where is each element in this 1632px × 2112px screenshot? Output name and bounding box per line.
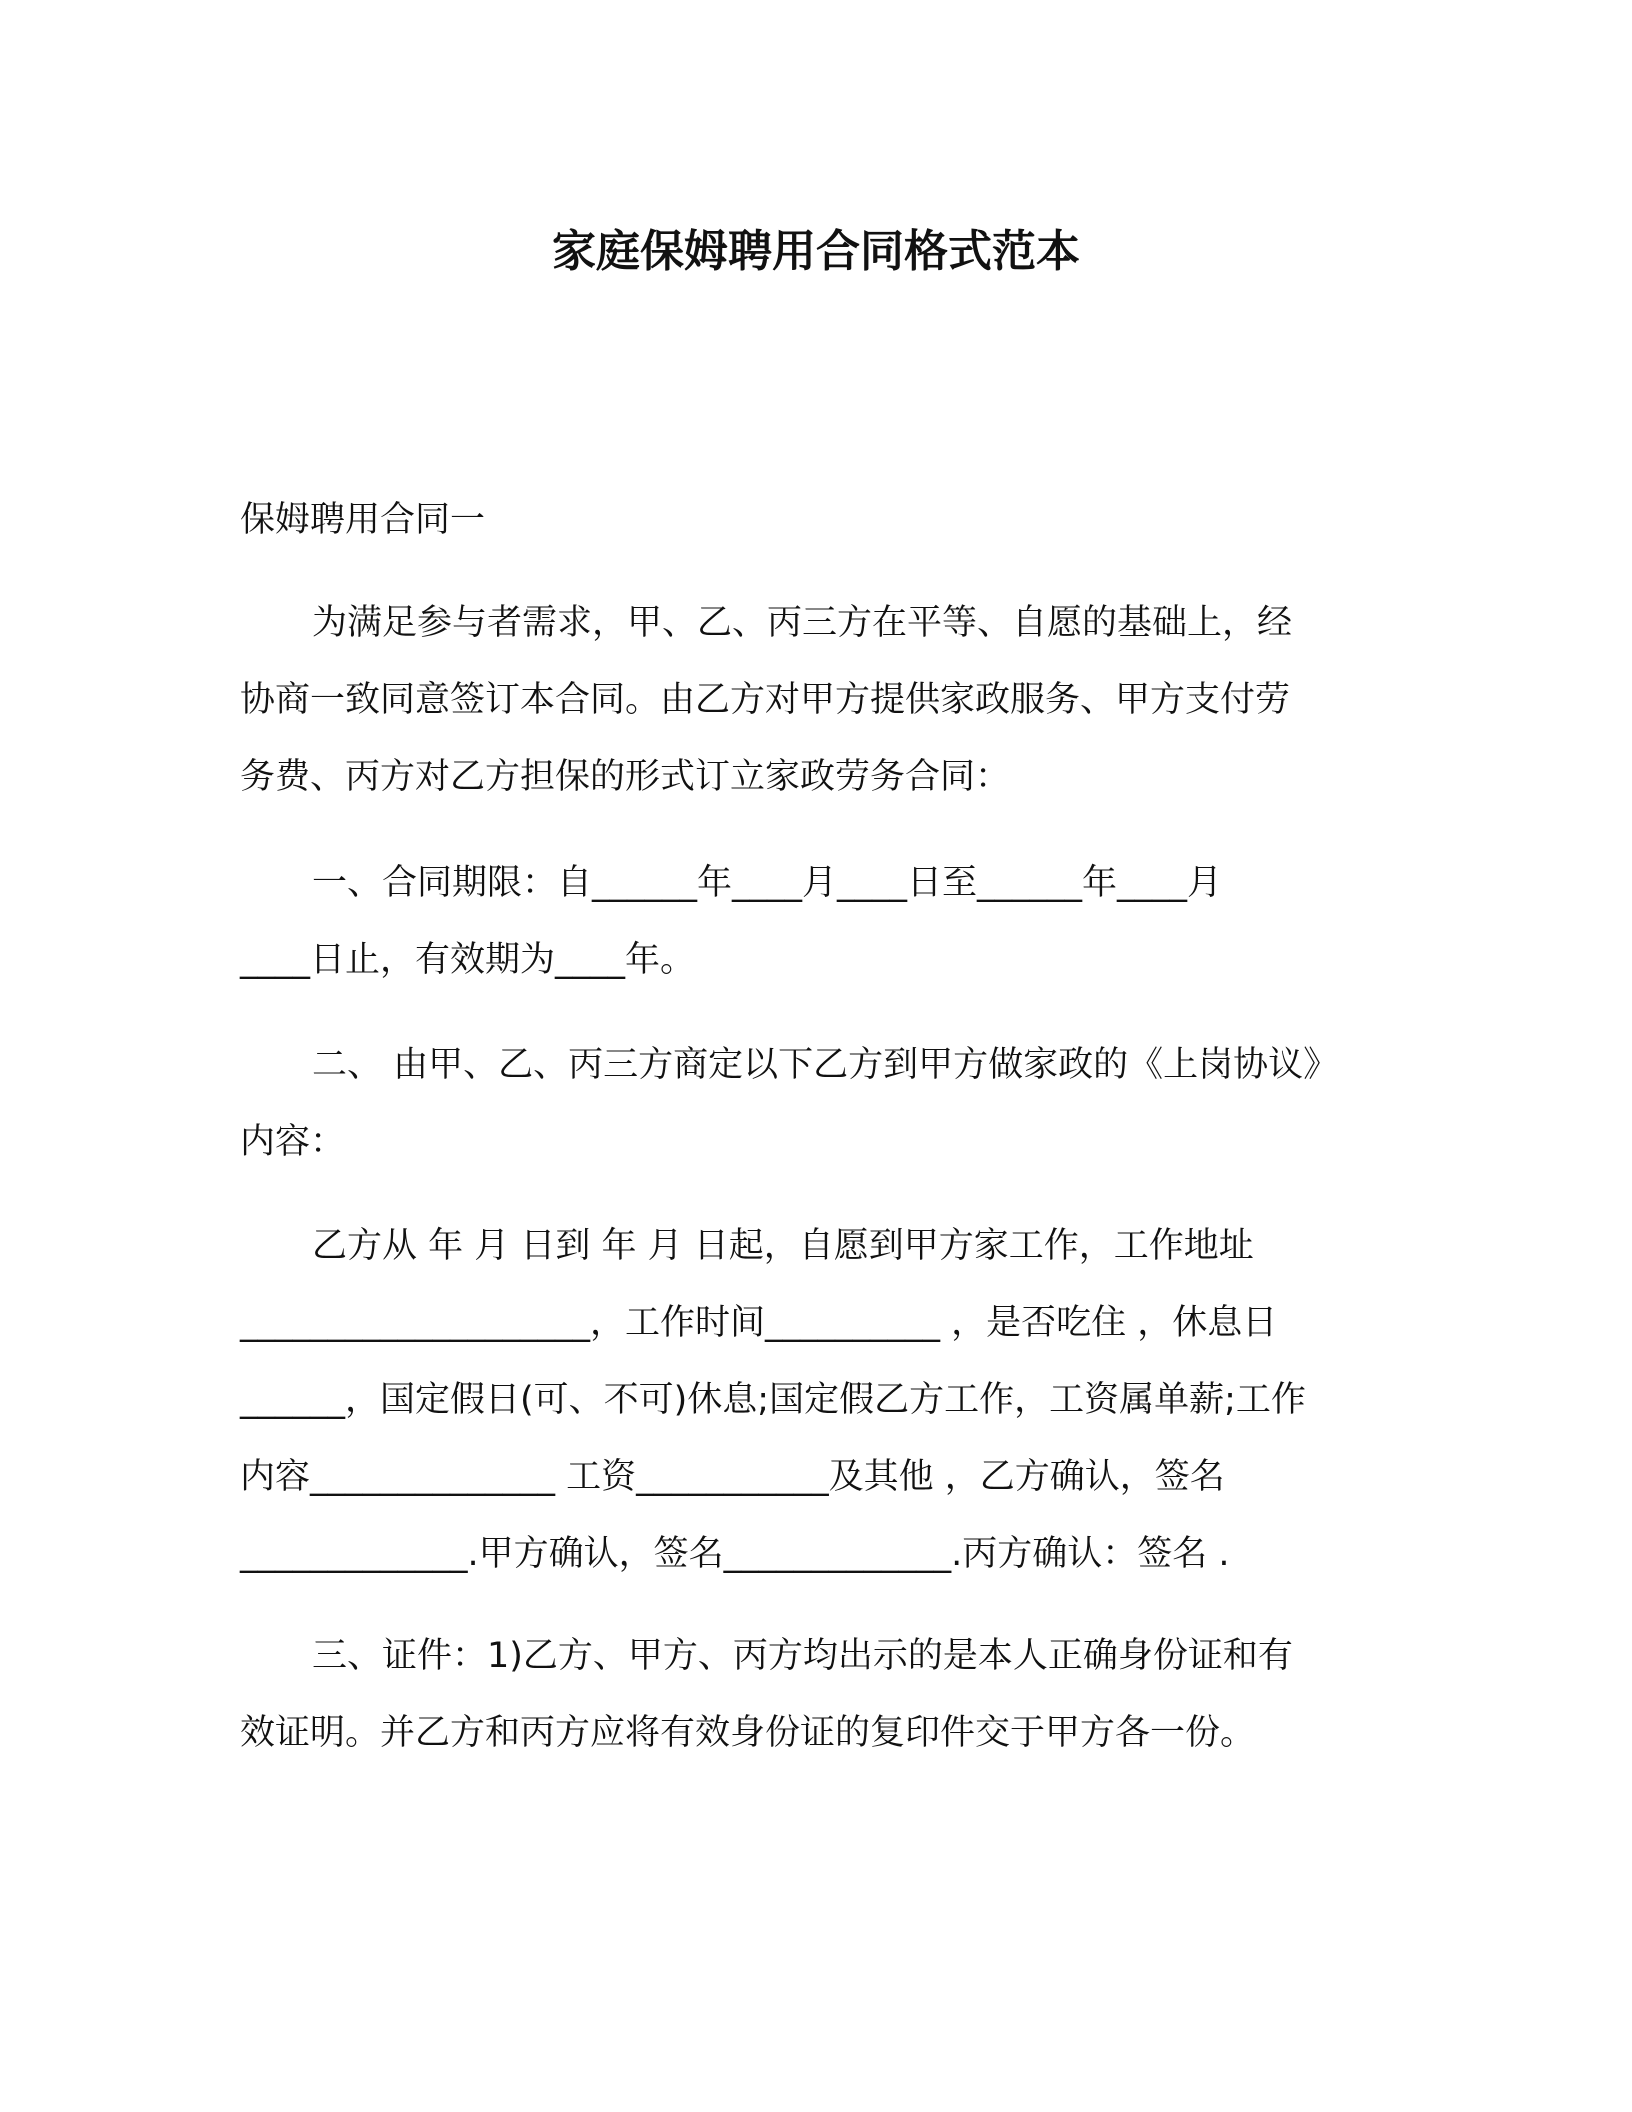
- paragraph-line: 一、合同期限：自______年____月____日至______年____月: [312, 863, 1223, 903]
- paragraph-line: 效证明。并乙方和丙方应将有效身份证的复印件交于甲方各一份。: [240, 1713, 1256, 1753]
- paragraph-work-details: [240, 1208, 1400, 1593]
- paragraph-line: 三、证件：1)乙方、甲方、丙方均出示的是本人正确身份证和有: [312, 1636, 1293, 1676]
- paragraph-line: 务费、丙方对乙方担保的形式订立家政劳务合同：: [240, 757, 1011, 797]
- document-title: 家庭保姆聘用合同格式范本: [552, 226, 1080, 277]
- paragraph-contract-term: [240, 845, 1400, 999]
- paragraph-line: 协商一致同意签订本合同。由乙方对甲方提供家政服务、甲方支付劳: [240, 680, 1291, 720]
- paragraph-documents: [240, 1618, 1400, 1772]
- paragraph-line: 为满足参与者需求，甲、乙、丙三方在平等、自愿的基础上，经: [312, 603, 1293, 643]
- paragraph-line: 二、 由甲、乙、丙三方商定以下乙方到甲方做家政的《上岗协议》: [312, 1045, 1339, 1085]
- section-heading: 保姆聘用合同一: [240, 500, 486, 540]
- paragraph-line: ____日止，有效期为____年。: [240, 940, 696, 980]
- paragraph-line: 乙方从 年 月 日到 年 月 日起，自愿到甲方家工作，工作地址: [312, 1226, 1254, 1266]
- paragraph-line: ____________________，工作时间__________ ，是否吃住 ，休息日: [240, 1303, 1278, 1343]
- paragraph-line: 内容______________ 工资___________及其他 ，乙方确认，签名: [240, 1457, 1225, 1497]
- paragraph-line: 内容：: [240, 1122, 346, 1162]
- paragraph-agreement: [240, 1027, 1400, 1181]
- paragraph-line: _____________.甲方确认，签名_____________.丙方确认：签名 .: [240, 1534, 1230, 1574]
- paragraph-line: ______，国定假日(可、不可)休息;国定假乙方工作，工资属单薪;工作: [240, 1380, 1306, 1420]
- paragraph-intro: [240, 585, 1400, 816]
